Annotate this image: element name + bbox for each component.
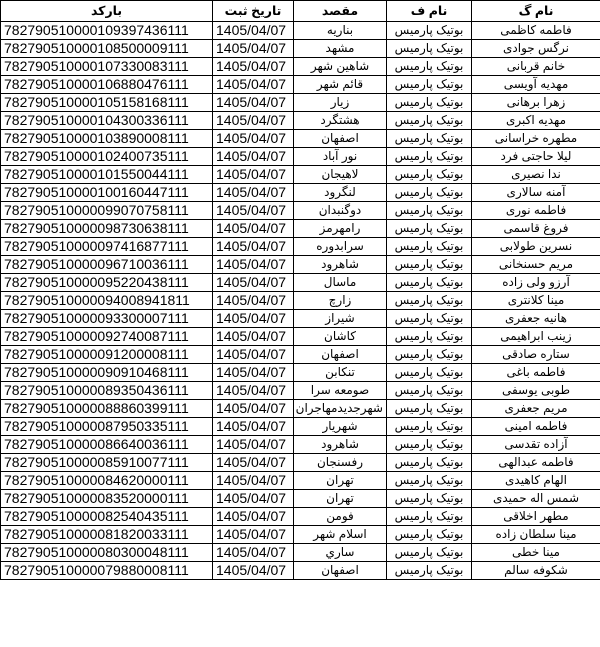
cell-sender: بوتیک پارمیس [387,292,472,310]
cell-sender: بوتیک پارمیس [387,310,472,328]
cell-sender: بوتیک پارمیس [387,184,472,202]
cell-name: فاطمه باغی [472,364,600,382]
cell-name: الهام کاهیدی [472,472,600,490]
cell-name: آزاده تقدسی [472,436,600,454]
cell-sender: بوتیک پارمیس [387,202,472,220]
table-row [1,202,600,220]
cell-name: زهرا برهانی [472,94,600,112]
cell-sender: بوتیک پارمیس [387,40,472,58]
cell-date: 1405/04/07 [213,58,294,76]
cell-sender: بوتیک پارمیس [387,274,472,292]
cell-barcode: 782790510000097416877111 [1,238,213,256]
cell-name: خانم قربانی [472,58,600,76]
header-sender: نام ف [387,1,472,22]
cell-barcode: 782790510000091200008111 [1,346,213,364]
cell-name: لیلا حاجتی فرد [472,148,600,166]
cell-sender: بوتیک پارمیس [387,418,472,436]
cell-destination: ساري [294,544,387,562]
cell-destination: سرابدوره [294,238,387,256]
cell-destination: مشهد [294,40,387,58]
cell-barcode: 782790510000109397436111 [1,22,213,40]
table-row [1,274,600,292]
cell-date: 1405/04/07 [213,40,294,58]
table-row [1,292,600,310]
cell-barcode: 782790510000084620000111 [1,472,213,490]
table-row [1,184,600,202]
cell-name: نرگس جوادی [472,40,600,58]
cell-destination: تهران [294,490,387,508]
cell-destination: شاهرود [294,436,387,454]
cell-date: 1405/04/07 [213,418,294,436]
cell-date: 1405/04/07 [213,256,294,274]
cell-sender: بوتیک پارمیس [387,508,472,526]
cell-sender: بوتیک پارمیس [387,454,472,472]
cell-destination: شیراز [294,310,387,328]
table-row [1,256,600,274]
table-row [1,58,600,76]
cell-sender: بوتیک پارمیس [387,220,472,238]
cell-sender: بوتیک پارمیس [387,472,472,490]
cell-destination: اصفهان [294,130,387,148]
cell-barcode: 782790510000083520000111 [1,490,213,508]
cell-name: مهدیه آویسی [472,76,600,94]
cell-date: 1405/04/07 [213,184,294,202]
cell-barcode: 782790510000081820033111 [1,526,213,544]
table-row [1,130,600,148]
cell-destination: اسلام شهر [294,526,387,544]
cell-destination: رفسنجان [294,454,387,472]
cell-date: 1405/04/07 [213,472,294,490]
cell-barcode: 782790510000088860399111 [1,400,213,418]
cell-date: 1405/04/07 [213,400,294,418]
table-row [1,148,600,166]
cell-name: مینا کلانتری [472,292,600,310]
table-row [1,220,600,238]
header-date: تاریخ ثبت [213,1,294,22]
cell-sender: بوتیک پارمیس [387,22,472,40]
cell-destination: صومعه سرا [294,382,387,400]
cell-date: 1405/04/07 [213,202,294,220]
cell-sender: بوتیک پارمیس [387,166,472,184]
cell-name: فاطمه کاظمی [472,22,600,40]
cell-sender: بوتیک پارمیس [387,256,472,274]
cell-date: 1405/04/07 [213,292,294,310]
cell-sender: بوتیک پارمیس [387,382,472,400]
cell-date: 1405/04/07 [213,562,294,580]
table-row [1,526,600,544]
table-row [1,310,600,328]
cell-name: نسرین طولابی [472,238,600,256]
table-row [1,346,600,364]
table-row [1,562,600,580]
table-row [1,364,600,382]
cell-sender: بوتیک پارمیس [387,364,472,382]
cell-sender: بوتیک پارمیس [387,526,472,544]
cell-name: مریم جعفری [472,400,600,418]
cell-barcode: 782790510000086640036111 [1,436,213,454]
cell-name: مریم حسنخانی [472,256,600,274]
cell-destination: بناریه [294,22,387,40]
table-row [1,400,600,418]
cell-barcode: 782790510000104300336111 [1,112,213,130]
header-barcode: بارکد [1,1,213,22]
table-row [1,94,600,112]
cell-barcode: 782790510000099070758111 [1,202,213,220]
cell-barcode: 782790510000079880008111 [1,562,213,580]
cell-name: فروغ قاسمی [472,220,600,238]
cell-destination: تهران [294,472,387,490]
cell-sender: بوتیک پارمیس [387,490,472,508]
header-name: نام گ [472,1,600,22]
cell-destination: اصفهان [294,346,387,364]
cell-barcode: 782790510000100160447111 [1,184,213,202]
cell-sender: بوتیک پارمیس [387,130,472,148]
cell-name: آرزو ولی زاده [472,274,600,292]
cell-destination: زیار [294,94,387,112]
table-row [1,238,600,256]
cell-date: 1405/04/07 [213,130,294,148]
cell-sender: بوتیک پارمیس [387,76,472,94]
table-row [1,382,600,400]
cell-date: 1405/04/07 [213,328,294,346]
cell-barcode: 782790510000087950335111 [1,418,213,436]
cell-sender: بوتیک پارمیس [387,58,472,76]
table-row [1,112,600,130]
cell-name: فاطمه عبدالهی [472,454,600,472]
cell-destination: کاشان [294,328,387,346]
cell-barcode: 782790510000080300048111 [1,544,213,562]
cell-sender: بوتیک پارمیس [387,544,472,562]
cell-date: 1405/04/07 [213,436,294,454]
cell-destination: اصفهان [294,562,387,580]
cell-barcode: 782790510000102400735111 [1,148,213,166]
cell-name: فاطمه نوری [472,202,600,220]
cell-date: 1405/04/07 [213,454,294,472]
table-row [1,544,600,562]
cell-destination: شاهین شهر [294,58,387,76]
table-body [1,22,600,580]
header-row [1,1,600,22]
cell-barcode: 782790510000092740087111 [1,328,213,346]
cell-date: 1405/04/07 [213,22,294,40]
cell-date: 1405/04/07 [213,382,294,400]
cell-barcode: 782790510000101550044111 [1,166,213,184]
cell-barcode: 782790510000085910077111 [1,454,213,472]
cell-sender: بوتیک پارمیس [387,112,472,130]
table-row [1,76,600,94]
table-row [1,490,600,508]
header-destination: مقصد [294,1,387,22]
cell-date: 1405/04/07 [213,94,294,112]
cell-name: شکوفه سالم [472,562,600,580]
cell-name: ندا نصیری [472,166,600,184]
cell-date: 1405/04/07 [213,364,294,382]
cell-date: 1405/04/07 [213,526,294,544]
cell-barcode: 782790510000096710036111 [1,256,213,274]
cell-date: 1405/04/07 [213,166,294,184]
cell-date: 1405/04/07 [213,544,294,562]
cell-sender: بوتیک پارمیس [387,94,472,112]
cell-sender: بوتیک پارمیس [387,436,472,454]
cell-name: ستاره صادقی [472,346,600,364]
cell-destination: شهریار [294,418,387,436]
cell-date: 1405/04/07 [213,112,294,130]
cell-name: شمس اله حمیدی [472,490,600,508]
cell-date: 1405/04/07 [213,148,294,166]
cell-barcode: 782790510000090910468111 [1,364,213,382]
cell-barcode: 782790510000082540435111 [1,508,213,526]
table-row [1,436,600,454]
cell-date: 1405/04/07 [213,220,294,238]
cell-barcode: 782790510000106880476111 [1,76,213,94]
cell-barcode: 782790510000108500009111 [1,40,213,58]
cell-sender: بوتیک پارمیس [387,328,472,346]
table-row [1,328,600,346]
cell-date: 1405/04/07 [213,508,294,526]
cell-barcode: 782790510000089350436111 [1,382,213,400]
cell-date: 1405/04/07 [213,490,294,508]
cell-sender: بوتیک پارمیس [387,400,472,418]
table-row [1,40,600,58]
table-row [1,418,600,436]
cell-destination: شاهرود [294,256,387,274]
cell-destination: فومن [294,508,387,526]
cell-name: مینا خطی [472,544,600,562]
cell-barcode: 782790510000107330083111 [1,58,213,76]
cell-destination: زارچ [294,292,387,310]
table-row [1,454,600,472]
cell-destination: هشتگرد [294,112,387,130]
cell-name: فاطمه امینی [472,418,600,436]
cell-name: مطهر اخلاقی [472,508,600,526]
cell-barcode: 782790510000103890008111 [1,130,213,148]
cell-sender: بوتیک پارمیس [387,346,472,364]
cell-destination: رامهرمز [294,220,387,238]
cell-destination: ماسال [294,274,387,292]
cell-destination: لاهیجان [294,166,387,184]
cell-date: 1405/04/07 [213,238,294,256]
cell-date: 1405/04/07 [213,76,294,94]
cell-barcode: 782790510000105158168111 [1,94,213,112]
table-row [1,166,600,184]
cell-name: هانیه جعفری [472,310,600,328]
cell-destination: شهرجدیدمهاجران [294,400,387,418]
cell-destination: لنگرود [294,184,387,202]
cell-date: 1405/04/07 [213,310,294,328]
table-row [1,22,600,40]
cell-destination: قائم شهر [294,76,387,94]
cell-barcode: 782790510000095220438111 [1,274,213,292]
cell-date: 1405/04/07 [213,346,294,364]
cell-destination: تنکابن [294,364,387,382]
table-row [1,508,600,526]
cell-date: 1405/04/07 [213,274,294,292]
cell-barcode: 782790510000093300007111 [1,310,213,328]
cell-name: طوبی یوسفی [472,382,600,400]
cell-sender: بوتیک پارمیس [387,238,472,256]
cell-sender: بوتیک پارمیس [387,148,472,166]
cell-sender: بوتیک پارمیس [387,562,472,580]
cell-destination: نور آباد [294,148,387,166]
cell-barcode: 782790510000094008941811 [1,292,213,310]
cell-name: مهدیه اکبری [472,112,600,130]
cell-name: مطهره خراسانی [472,130,600,148]
table-row [1,472,600,490]
cell-name: مینا سلطان زاده [472,526,600,544]
cell-name: آمنه سالاری [472,184,600,202]
cell-barcode: 782790510000098730638111 [1,220,213,238]
cell-destination: دوگنبدان [294,202,387,220]
cell-name: زینب ابراهیمی [472,328,600,346]
